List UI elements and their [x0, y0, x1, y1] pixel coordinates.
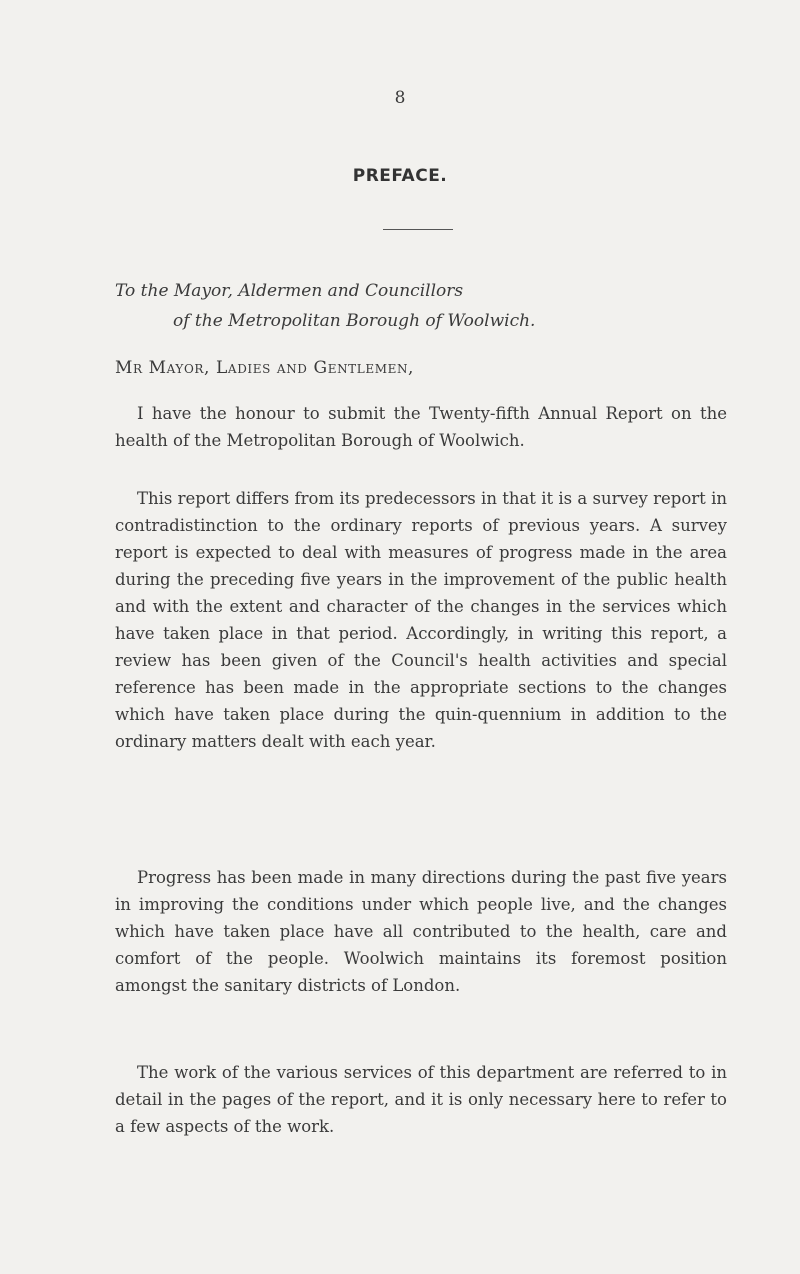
divider: [383, 229, 453, 230]
paragraph: I have the honour to submit the Twenty-fifth Annual Report on the health of the Metropolitan Borough of Woolwich.: [115, 403, 727, 450]
salutation: Mr Mayor, Ladies and Gentlemen,: [115, 358, 415, 378]
address-line-2: of the Metropolitan Borough of Woolwich.: [173, 311, 536, 331]
address-block: [115, 276, 535, 336]
paragraph: The work of the various services of this department are referred to in detail in the pages of the report, and it is only necessary here to refer to a few aspects of the work.: [115, 1062, 727, 1136]
paragraph: Progress has been made in many directions during the past five years in improving the conditions under which people live, and the changes which have taken place have all contributed to the health, care and comfort of the people. Woolwich maintains its foremost position amongst the sanitary districts of London.: [115, 867, 727, 995]
paragraph: This report differs from its predecessors in that it is a survey report in contradistinction to the ordinary reports of previous years. A survey report is expected to deal with measures of progress made in the area during the preceding five years in the improvement of the public health and with the extent and character of the changes in the services which have taken place in that period. Accordingly, in writing this report, a review has been given of the Council's health activities and special reference has been made in the appropriate sections to the changes which have taken place during the quin-quennium in addition to the ordinary matters dealt with each year.: [115, 488, 727, 751]
address-line-1: To the Mayor, Aldermen and Councillors: [115, 281, 464, 301]
page-number: 8: [394, 88, 406, 108]
page-title: PREFACE.: [352, 166, 448, 186]
